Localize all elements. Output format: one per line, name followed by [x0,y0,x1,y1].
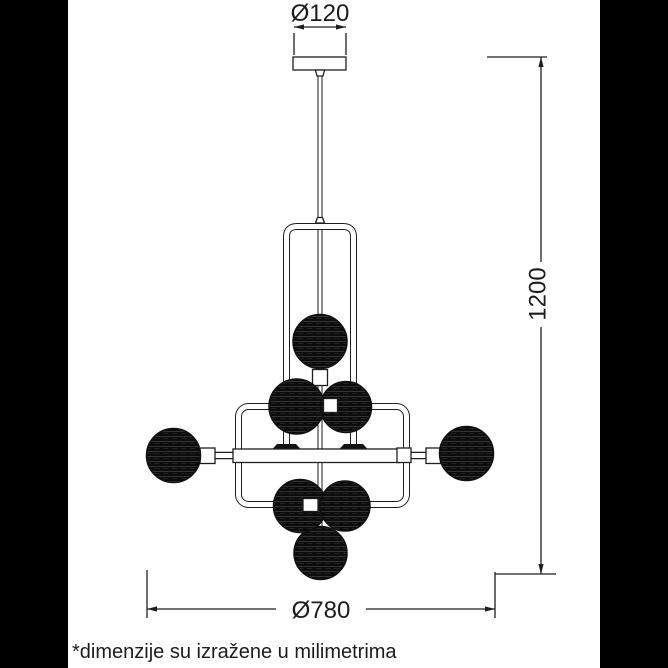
ceiling-canopy [293,57,346,70]
units-note: *dimenzije su izražene u milimetrima [72,641,397,663]
fixture-diameter-label: Ø780 [291,597,351,624]
glass-sphere-lower-right [320,481,370,531]
socket-left-sphere [200,448,215,464]
canopy-diameter-label: Ø120 [290,0,350,27]
canopy-nub [316,70,325,76]
glass-sphere-upper-left [269,379,324,434]
glass-sphere-bottom [294,527,347,580]
arm-bar [233,449,400,463]
socket-right-sphere [426,448,441,464]
glass-sphere-right [440,427,494,481]
frame-top-nub [316,218,325,224]
height-label: 1200 [524,267,552,321]
socket-top [313,370,328,386]
glass-sphere-top [293,315,347,369]
socket-lower-pair [303,499,318,512]
socket-upper-pair [324,399,338,413]
glass-sphere-left [147,429,201,483]
junction-block-right [397,448,411,463]
